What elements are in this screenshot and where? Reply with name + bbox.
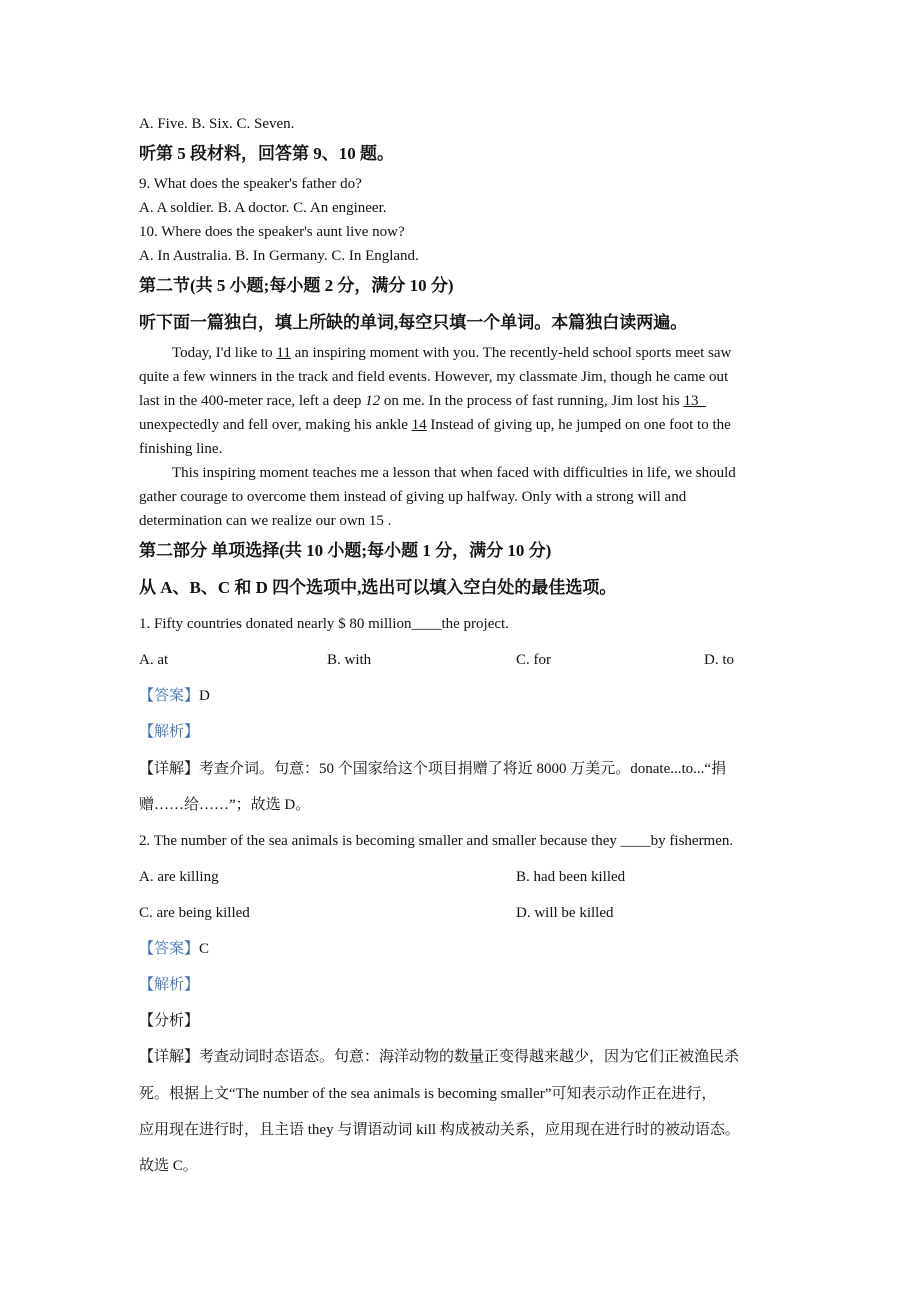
q1-option-a: A. at xyxy=(139,652,169,668)
q2-detail-line1 xyxy=(139,1047,739,1067)
q2-option-a: A. are killing xyxy=(139,869,219,885)
q2-option-c: C. are being killed xyxy=(139,905,250,921)
section2-instruction: 听下面一篇独白，填上所缺的单词,每空只填一个单词。本篇独白读两遍。 xyxy=(139,313,688,332)
section2-heading: 第二节(共 5 小题;每小题 2 分，满分 10 分) xyxy=(139,276,454,295)
answer-value: C xyxy=(199,941,210,957)
text: Instead of giving up, he jumped on one foot to the xyxy=(426,417,731,433)
q2-option-b: B. had been killed xyxy=(516,869,626,885)
q1-answer xyxy=(139,686,210,706)
q10-options: A. In Australia. B. In Germany. C. In England. xyxy=(139,248,419,264)
text: Today, I'd like to xyxy=(172,345,277,361)
q2-detail-line4: 故选 C。 xyxy=(139,1158,198,1174)
q9-options: A. A soldier. B. A doctor. C. An engineer. xyxy=(139,200,387,216)
paragraph2-line3: determination can we realize our own 15 . xyxy=(139,513,392,529)
q2-detail-line2: 死。根据上文“The number of the sea animals is becoming smaller”可知表示动作正在进行， xyxy=(139,1086,717,1102)
q8-options: A. Five. B. Six. C. Seven. xyxy=(139,116,295,132)
text: 考查动词时态语态。句意：海洋动物的数量正变得越来越少，因为它们正被渔民杀 xyxy=(199,1049,740,1065)
text: an inspiring moment with you. The recently-held school sports meet saw xyxy=(290,345,732,361)
q2-analysis-label: 【解析】 xyxy=(139,977,200,993)
q2-answer xyxy=(139,939,209,959)
detail-label: 【详解】 xyxy=(139,1049,200,1065)
paragraph1-line4 xyxy=(139,415,731,435)
text: 考查介词。句意：50 个国家给这个项目捐赠了将近 8000 万美元。donate...to...“捐 xyxy=(199,761,727,777)
q1-option-d: D. to xyxy=(704,652,734,668)
q1-analysis-label: 【解析】 xyxy=(139,724,200,740)
detail-label: 【详解】 xyxy=(139,761,200,777)
text: last in the 400-meter race, left a deep xyxy=(139,393,366,409)
answer-label: 【答案】 xyxy=(139,688,200,704)
blank-11: 11 xyxy=(276,345,291,361)
q2-option-d: D. will be killed xyxy=(516,905,614,921)
part2-instruction: 从 A、B、C 和 D 四个选项中,选出可以填入空白处的最佳选项。 xyxy=(139,578,617,597)
text: unexpectedly and fell over, making his ankle xyxy=(139,417,412,433)
q2-detail-line3: 应用现在进行时，且主语 they 与谓语动词 kill 构成被动关系，应用现在进行时的被动语态。 xyxy=(139,1122,740,1138)
answer-label: 【答案】 xyxy=(139,941,200,957)
paragraph1-line2: quite a few winners in the track and field events. However, my classmate Jim, though he came out xyxy=(139,369,729,385)
q1-detail-line2: 赠……给……”；故选 D。 xyxy=(139,797,311,813)
q2-fenxi-label: 【分析】 xyxy=(139,1013,200,1029)
blank-13: 13 xyxy=(683,393,706,409)
q1-option-c: C. for xyxy=(516,652,551,668)
part2-heading: 第二部分 单项选择(共 10 小题;每小题 1 分，满分 10 分) xyxy=(139,541,552,560)
q10-question: 10. Where does the speaker's aunt live now? xyxy=(139,224,405,240)
passage5-heading: 听第 5 段材料，回答第 9、10 题。 xyxy=(139,144,394,163)
paragraph2-line1: This inspiring moment teaches me a lesson that when faced with difficulties in life, we should xyxy=(172,465,736,481)
q1-stem: 1. Fifty countries donated nearly $ 80 million____the project. xyxy=(139,616,509,632)
answer-value: D xyxy=(199,688,210,704)
q2-stem: 2. The number of the sea animals is becoming smaller and smaller because they ____by fishermen. xyxy=(139,833,734,849)
paragraph1-line5: finishing line. xyxy=(139,441,223,457)
q9-question: 9. What does the speaker's father do? xyxy=(139,176,362,192)
blank-14: 14 xyxy=(411,417,427,433)
q1-detail-line1 xyxy=(139,759,726,779)
text: on me. In the process of fast running, Jim lost his xyxy=(380,393,684,409)
q1-option-b: B. with xyxy=(327,652,372,668)
paragraph1-line3 xyxy=(139,391,706,411)
paragraph1-line1 xyxy=(139,343,731,363)
paragraph2-line2: gather courage to overcome them instead of giving up halfway. Only with a strong will and xyxy=(139,489,687,505)
blank-12: 12 xyxy=(365,393,381,409)
